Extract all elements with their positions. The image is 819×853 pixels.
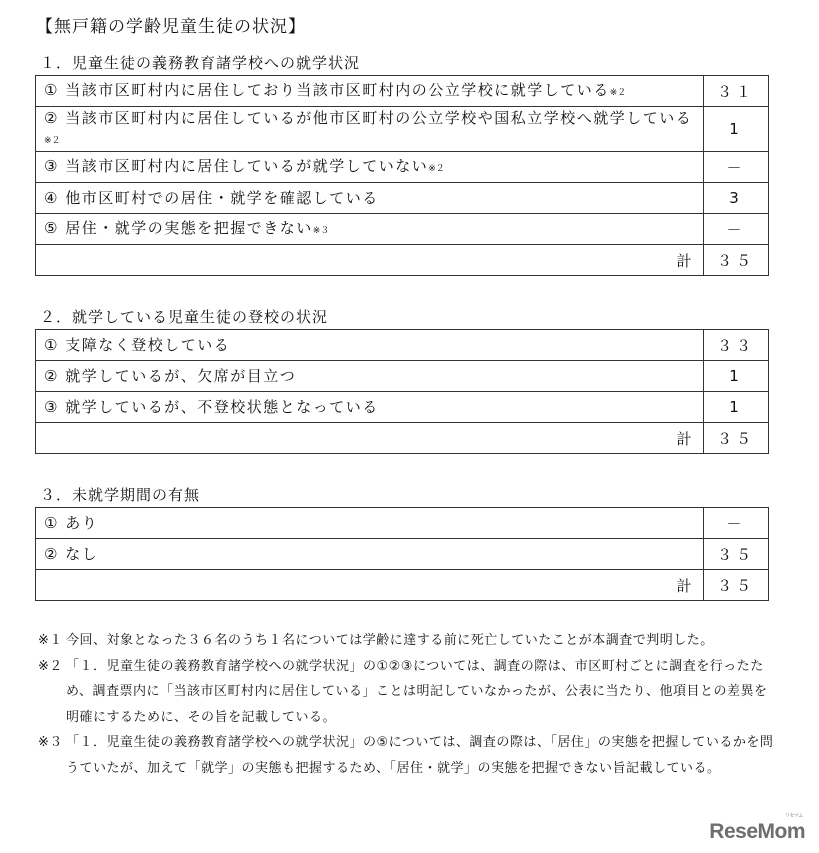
row-value: 1 <box>704 392 769 423</box>
row-label: ① あり <box>36 508 704 539</box>
row-value: ３１ <box>704 76 769 107</box>
footnote-mark: ※１ <box>38 633 63 648</box>
section-2-table <box>35 329 769 454</box>
row-value: － <box>704 214 769 245</box>
table-row <box>36 183 769 214</box>
table-row <box>36 152 769 183</box>
total-label: 計 <box>36 245 704 276</box>
row-value: 1 <box>704 361 769 392</box>
document-title: 【無戸籍の学齢児童生徒の状況】 <box>36 17 306 37</box>
section-1-table <box>35 75 769 276</box>
table-row <box>36 392 769 423</box>
logo-ruby: リセマム <box>785 813 803 819</box>
row-label: ① 支障なく登校している <box>36 330 704 361</box>
total-row <box>36 570 769 601</box>
row-label: ③ 就学しているが、不登校状態となっている <box>36 392 704 423</box>
section-3-table <box>35 507 769 601</box>
row-value: 3 <box>704 183 769 214</box>
resemom-logo <box>709 813 805 844</box>
footnote-ref: ※２ <box>428 163 445 174</box>
total-label: 計 <box>36 570 704 601</box>
footnote-mark: ※２ <box>38 658 63 674</box>
footnote-ref: ※２ <box>44 135 61 146</box>
footnote-text: 「１．児童生徒の義務教育諸学校への就学状況」の①②③については、調査の際は、市区町村ごとに調査を行ったため、調査票内に「当該市区町村内に居住している」ことは明記していなかったが、公表に当たり、他項目との差異を明確にするために、その旨を記載している。 <box>66 658 768 725</box>
total-value: ３５ <box>704 423 769 454</box>
table-row <box>36 214 769 245</box>
total-value: ３５ <box>704 570 769 601</box>
row-label: ② 当該市区町村内に居住しているが他市区町村の公立学校や国私立学校へ就学している※２ <box>36 107 704 152</box>
section-1-heading: １．児童生徒の義務教育諸学校への就学状況 <box>40 54 361 72</box>
row-value: ３３ <box>704 330 769 361</box>
section-2-heading: ２．就学している児童生徒の登校の状況 <box>40 308 329 326</box>
footnote-1 <box>38 628 778 654</box>
total-row <box>36 245 769 276</box>
table-row <box>36 361 769 392</box>
logo-text: ReseMom <box>709 820 805 843</box>
table-row <box>36 330 769 361</box>
table-row <box>36 107 769 152</box>
total-label: 計 <box>36 423 704 454</box>
total-value: ３５ <box>704 245 769 276</box>
footnote-text: 「１．児童生徒の義務教育諸学校への就学状況」の⑤については、調査の際は、「居住」の実態を把握しているかを問うていたが、加えて「就学」の実態も把握するため、「居住・就学」の実態を把握できない旨記載している。 <box>66 735 774 776</box>
row-value: － <box>704 508 769 539</box>
footnote-ref: ※２ <box>609 87 627 98</box>
table-row <box>36 508 769 539</box>
footnotes <box>38 628 778 781</box>
row-label: ④ 他市区町村での居住・就学を確認している <box>36 183 704 214</box>
footnote-text: 今回、対象となった３６名のうち１名については学齢に達する前に死亡していたことが本調査で判明した。 <box>66 633 714 648</box>
section-3-heading: ３．未就学期間の有無 <box>40 486 201 504</box>
row-label: ① 当該市区町村内に居住しており当該市区町村内の公立学校に就学している※２ <box>36 76 704 107</box>
row-label: ③ 当該市区町村内に居住しているが就学していない※２ <box>36 152 704 183</box>
total-row <box>36 423 769 454</box>
table-row <box>36 76 769 107</box>
row-value: 1 <box>704 107 769 152</box>
footnote-3 <box>38 730 778 781</box>
footnote-2 <box>38 654 778 731</box>
row-value: ３５ <box>704 539 769 570</box>
row-label: ⑤ 居住・就学の実態を把握できない※３ <box>36 214 704 245</box>
row-label: ② 就学しているが、欠席が目立つ <box>36 361 704 392</box>
table-row <box>36 539 769 570</box>
row-label: ② なし <box>36 539 704 570</box>
row-value: － <box>704 152 769 183</box>
footnote-ref: ※３ <box>312 225 330 236</box>
footnote-mark: ※３ <box>38 735 63 750</box>
